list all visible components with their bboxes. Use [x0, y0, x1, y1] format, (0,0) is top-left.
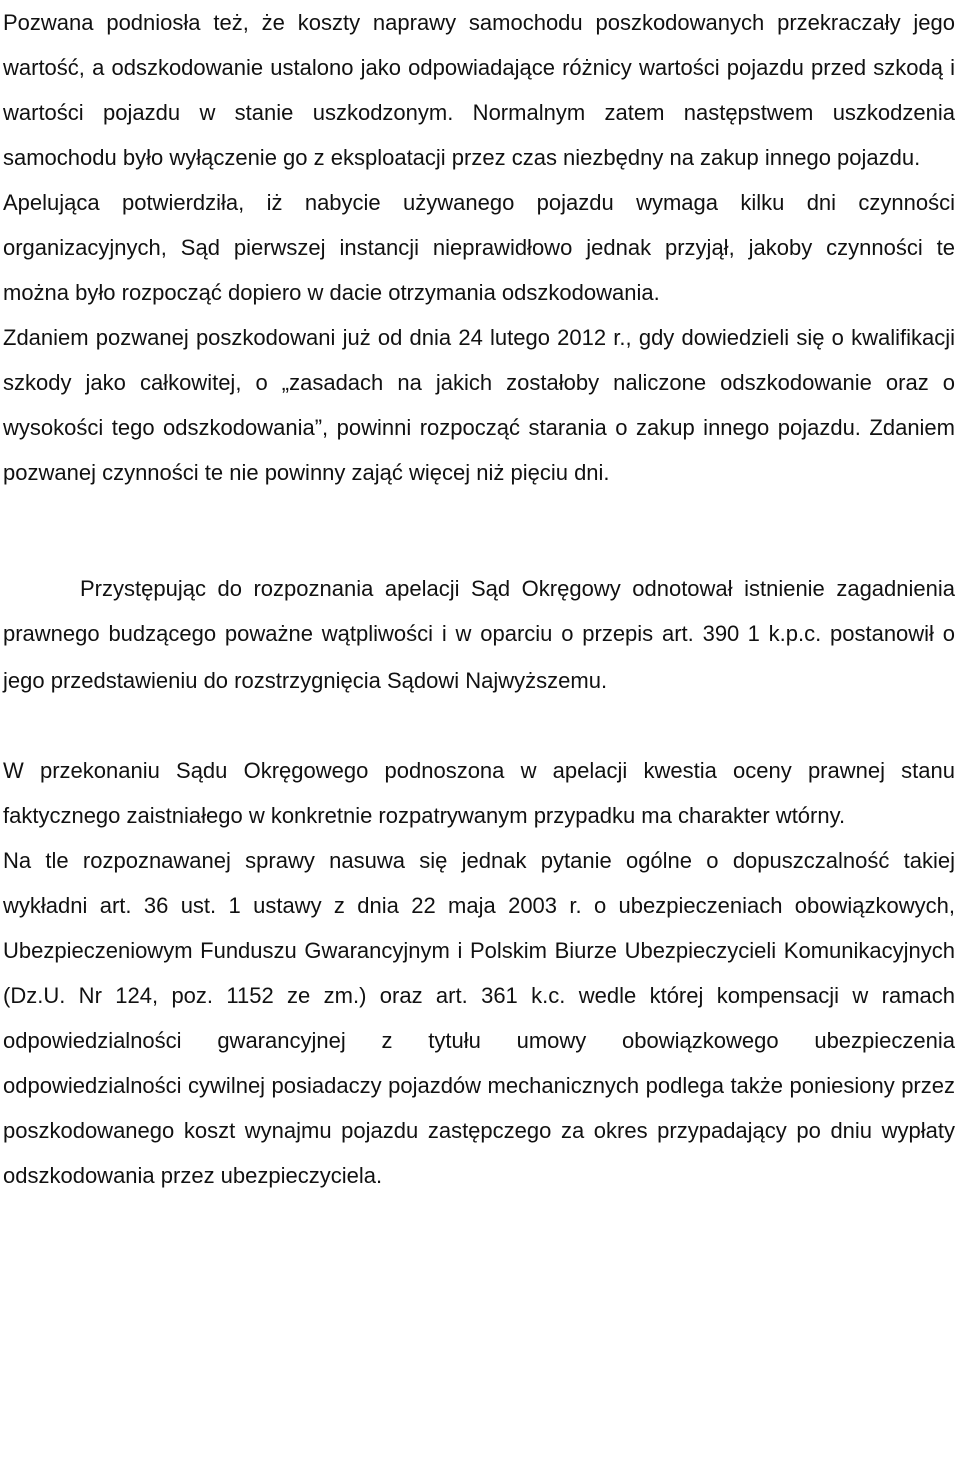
- section-spacer: [3, 703, 955, 748]
- paragraph-costs-exceeded-value: Pozwana podniosła też, że koszty naprawy samochodu poszkodowanych przekraczały jego wartość, a odszkodowanie ustalono jako odpowiadające różnicy wartości pojazdu przed szkodą i wartości pojazdu w stanie uszkodzonym. Normalnym zatem następstwem uszkodzenia samochodu było wyłączenie go z eksploatacji przez czas niezbędny na zakup innego pojazdu.: [3, 10, 955, 170]
- paragraph-defendant-opinion: Zdaniem pozwanej poszkodowani już od dnia 24 lutego 2012 r., gdy dowiedzieli się o kwalifikacji szkody jako całkowitej, o „zasadach na jakich zostałoby naliczone odszkodowanie oraz o wysokości tego odszkodowania”, powinni rozpocząć starania o zakup innego pojazdu. Zdaniem pozwanej czynności te nie powinny zająć więcej niż pięciu dni.: [3, 325, 955, 485]
- paragraph-general-question: Na tle rozpoznawanej sprawy nasuwa się jednak pytanie ogólne o dopuszczalność takiej wykładni art. 36 ust. 1 ustawy z dnia 22 maja 2003 r. o ubezpieczeniach obowiązkowych, Ubezpieczeniowym Funduszu Gwarancyjnym i Polskim Biurze Ubezpieczycieli Komunikacyjnych (Dz.U. Nr 124, poz. 1152 ze zm.) oraz art. 361 k.c. wedle której kompensacji w ramach odpowiedzialności gwarancyjnej z tytułu umowy obowiązkowego ubezpieczenia odpowiedzialności cywilnej posiadaczy pojazdów mechanicznych podlega także poniesiony przez poszkodowanego koszt wynajmu pojazdu zastępczego za okres przypadający po dniu wypłaty odszkodowania przez ubezpieczyciela.: [3, 848, 955, 1188]
- paragraph-appellant-confirmed: Apelująca potwierdziła, iż nabycie używanego pojazdu wymaga kilku dni czynności organizacyjnych, Sąd pierwszej instancji nieprawidłowo jednak przyjął, jakoby czynności te można było rozpocząć dopiero w dacie otrzymania odszkodowania.: [3, 190, 955, 305]
- section-spacer: [3, 495, 955, 566]
- paragraph-text-before-section-sign: Przystępując do rozpoznania apelacji Sąd Okręgowy odnotował istnienie zagadnienia prawnego budzącego poważne wątpliwości i w oparciu o przepis art. 390: [3, 576, 955, 646]
- paragraph-court-view: W przekonaniu Sądu Okręgowego podnoszona w apelacji kwestia oceny prawnej stanu faktycznego zaistniałego w konkretnie rozpatrywanym przypadku ma charakter wtórny.: [3, 758, 955, 828]
- superscript-section-sign: [739, 616, 747, 638]
- paragraph-legal-question-referral: [3, 566, 955, 703]
- document-page: [3, 0, 955, 1198]
- paragraph-text-after-section-sign: 1 k.p.c. postanowił o jego przedstawieniu do rozstrzygnięcia Sądowi Najwyższemu.: [3, 621, 955, 693]
